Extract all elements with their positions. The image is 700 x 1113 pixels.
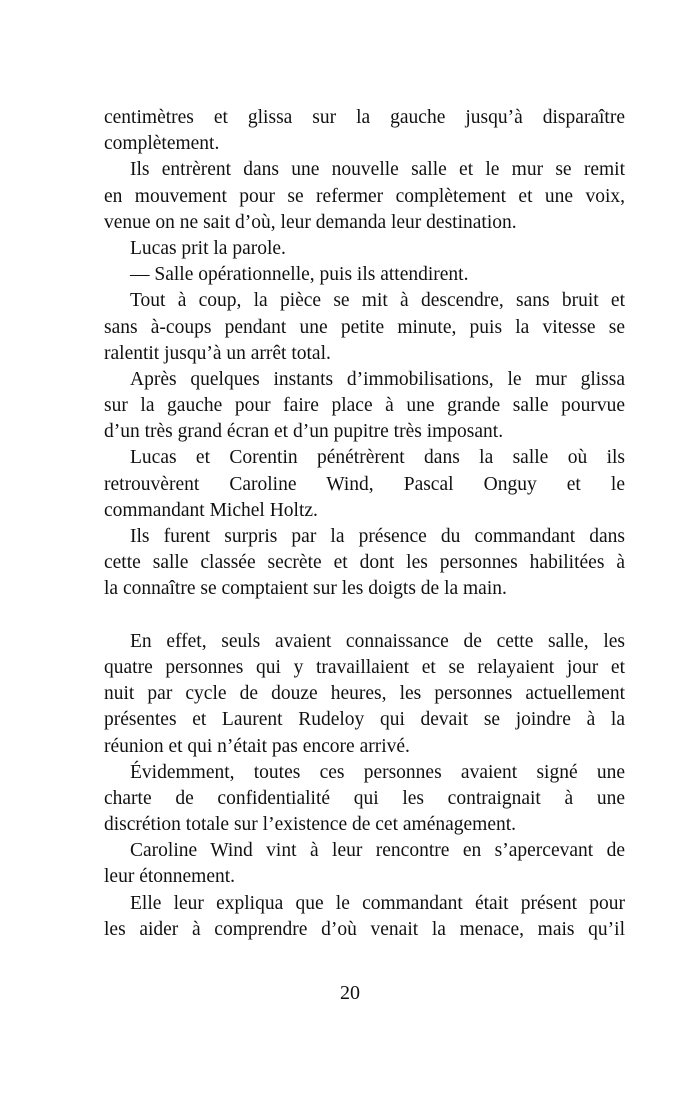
text-line: leur étonnement. — [104, 866, 236, 888]
text-line: discrétion totale sur l’existence de cet aménagement. — [104, 814, 517, 836]
paragraph — [104, 891, 625, 943]
text-line: les aider à comprendre d’où venait la menace, mais qu’il — [104, 918, 625, 940]
paragraph — [104, 760, 625, 839]
text-line: Lucas et Corentin pénétrèrent dans la salle où ils — [130, 447, 625, 469]
text-line: nuit par cycle de douze heures, les personnes actuellement — [104, 683, 625, 705]
text-line: complètement. — [104, 133, 220, 155]
text-line: ralentit jusqu’à un arrêt total. — [104, 342, 331, 364]
paragraph — [104, 445, 625, 524]
text-line: Tout à coup, la pièce se mit à descendre, sans bruit et — [130, 290, 625, 312]
text-line: charte de confidentialité qui les contraignait à une — [104, 787, 625, 809]
text-line: retrouvèrent Caroline Wind, Pascal Onguy et le — [104, 473, 625, 495]
text-line: Elle leur expliqua que le commandant était présent pour — [130, 892, 625, 914]
text-line: Caroline Wind vint à leur rencontre en s’apercevant de — [130, 840, 625, 862]
section-break — [104, 603, 625, 629]
text-line: en mouvement pour se refermer complètement et une voix, — [104, 185, 625, 207]
paragraph — [104, 288, 625, 367]
text-line: quatre personnes qui y travaillaient et se relayaient jour et — [104, 656, 625, 678]
text-line: Évidemment, toutes ces personnes avaient signé une — [130, 761, 625, 783]
text-line: cette salle classée secrète et dont les personnes habilitées à — [104, 552, 625, 574]
text-line: Ils entrèrent dans une nouvelle salle et le mur se remit — [130, 159, 625, 181]
text-line: réunion et qui n’était pas encore arrivé. — [104, 735, 410, 757]
text-line: sur la gauche pour faire place à une grande salle pourvue — [104, 395, 625, 417]
paragraph — [104, 262, 625, 288]
paragraph — [104, 367, 625, 446]
paragraph — [104, 236, 625, 262]
text-line: centimètres et glissa sur la gauche jusqu’à disparaître — [104, 107, 625, 128]
text-line: Lucas prit la parole. — [130, 237, 286, 259]
text-line: d’un très grand écran et d’un pupitre très imposant. — [104, 421, 504, 443]
text-line: venue on ne sait d’où, leur demanda leur destination. — [104, 211, 517, 233]
text-line: présentes et Laurent Rudeloy qui devait se joindre à la — [104, 709, 625, 731]
page-number: 20 — [340, 982, 360, 1004]
text-line: la connaître se comptaient sur les doigts de la main. — [104, 578, 507, 600]
paragraph — [104, 157, 625, 236]
text-line: — Salle opérationnelle, puis ils attendirent. — [130, 264, 469, 286]
text-line: En effet, seuls avaient connaissance de cette salle, les — [130, 630, 625, 652]
text-line: commandant Michel Holtz. — [104, 499, 318, 521]
paragraph — [104, 524, 625, 603]
paragraph — [104, 838, 625, 890]
text-line: Ils furent surpris par la présence du commandant dans — [130, 526, 625, 547]
paragraph — [104, 105, 625, 157]
page-body-text — [104, 105, 625, 943]
text-line: Après quelques instants d’immobilisations, le mur glissa — [130, 368, 625, 390]
text-line: sans à-coups pendant une petite minute, puis la vitesse se — [104, 316, 625, 338]
paragraph — [104, 629, 625, 760]
